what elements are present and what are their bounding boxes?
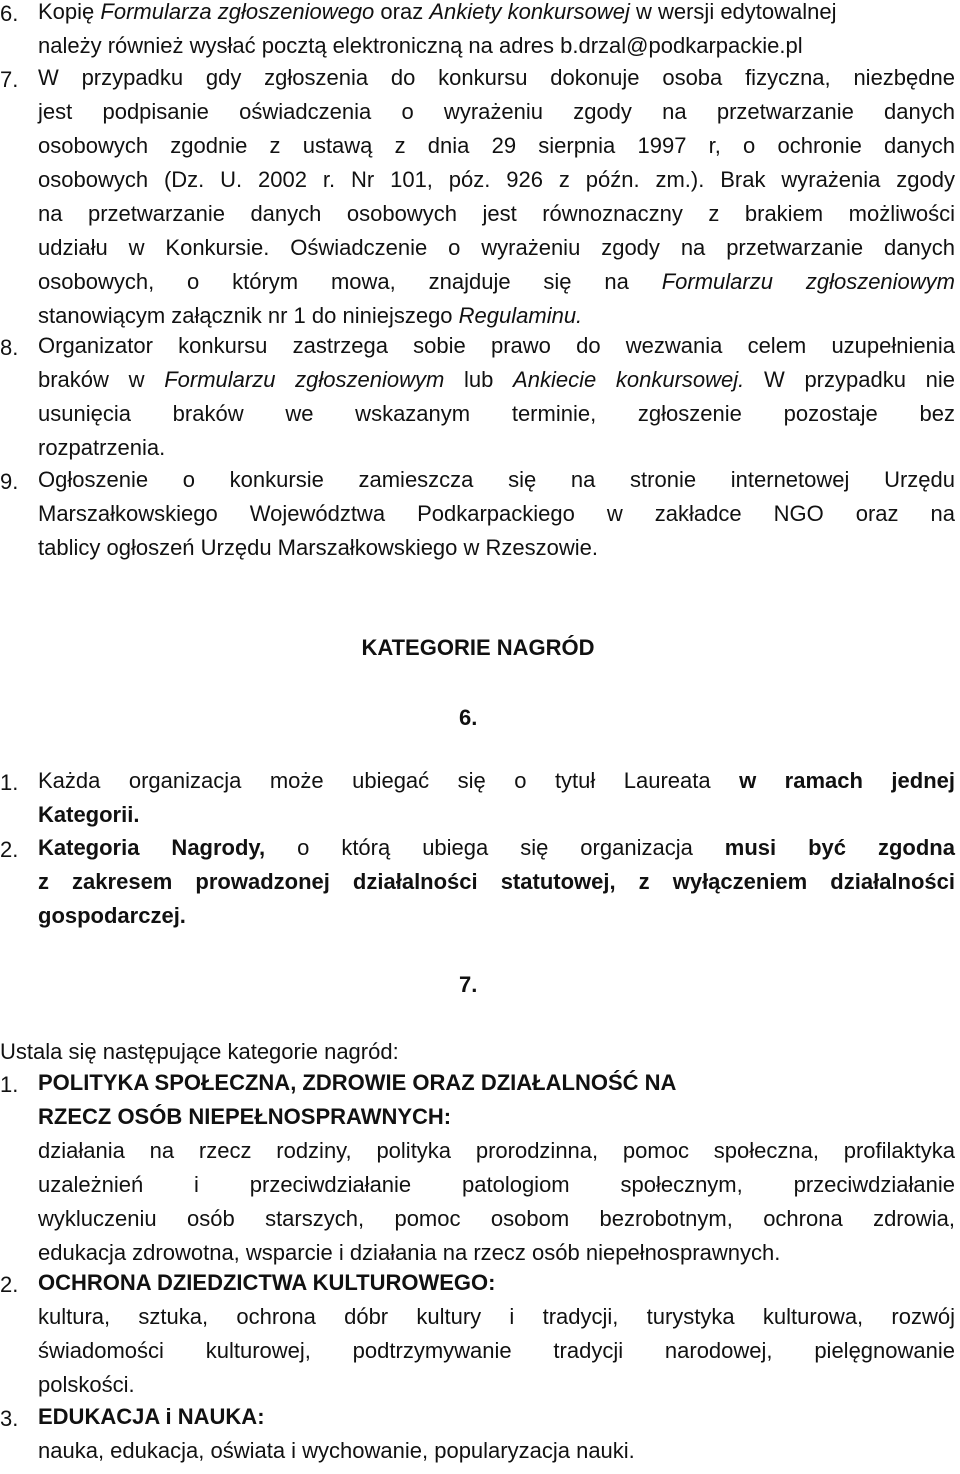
item-number: 2. — [0, 837, 19, 862]
italic-text: Ankiecie konkursowej. — [513, 367, 745, 392]
item-number: 6. — [0, 1, 19, 26]
text-line: należy również wysłać pocztą elektroniczną na adres b.drzal@podkarpackie.pl — [38, 33, 803, 58]
text-line: Organizator konkursu zastrzega sobie prawo do wezwania celem uzupełnienia — [38, 333, 955, 358]
text-line: osobowych zgodnie z ustawą z dnia 29 sierpnia 1997 r, o ochronie danych — [38, 133, 955, 158]
paragraph-marker-6: 6. — [459, 705, 478, 730]
text-line — [38, 837, 955, 871]
bold-text: Kategoria Nagrody, — [38, 835, 266, 860]
section-heading: KATEGORIE NAGRÓD — [361, 635, 595, 660]
italic-text: Formularza zgłoszeniowego — [100, 0, 375, 24]
category-description: polskości. — [38, 1372, 135, 1397]
list-item-6 — [0, 1, 955, 69]
rule-item-1 — [0, 770, 955, 838]
text-run: o którą ubiega się organizacja — [265, 835, 725, 860]
list-item-8 — [0, 335, 955, 471]
list-item-9 — [0, 469, 955, 571]
intro-text: Ustala się następujące kategorie nagród: — [0, 1039, 399, 1064]
text-line: osobowych (Dz. U. 2002 r. Nr 101, póz. 926 z późn. zm.). Brak wyrażenia zgody — [38, 167, 955, 192]
category-title: RZECZ OSÓB NIEPEŁNOSPRAWNYCH: — [38, 1104, 452, 1129]
italic-text: Regulaminu. — [458, 303, 583, 328]
text-line: udziału w Konkursie. Oświadczenie o wyrażeniu zgody na przetwarzanie danych — [38, 235, 955, 260]
text-line: W przypadku gdy zgłoszenia do konkursu dokonuje osoba fizyczna, niezbędne — [38, 65, 955, 90]
category-description: nauka, edukacja, oświata i wychowanie, popularyzacja nauki. — [38, 1438, 635, 1463]
text-line — [38, 1, 955, 35]
text-run: Każda organizacja może ubiegać się o tytuł Laureata — [38, 768, 740, 793]
item-number: 1. — [0, 1072, 19, 1097]
text-line: z zakresem prowadzonej działalności statutowej, z wyłączeniem działalności — [38, 869, 955, 894]
text-line: rozpatrzenia. — [38, 435, 166, 460]
text-line — [38, 770, 955, 804]
category-description: działania na rzecz rodziny, polityka prorodzinna, pomoc społeczna, profilaktyka — [38, 1138, 955, 1163]
category-item-1 — [0, 1072, 955, 1276]
item-number: 9. — [0, 469, 19, 494]
text-line — [38, 369, 955, 403]
category-description: kultura, sztuka, ochrona dóbr kultury i tradycji, turystyka kulturowa, rozwój — [38, 1304, 955, 1329]
category-description: edukacja zdrowotna, wsparcie i działania na rzecz osób niepełnosprawnych. — [38, 1240, 781, 1265]
text-run: Kopię — [38, 0, 101, 24]
category-title: OCHRONA DZIEDZICTWA KULTUROWEGO: — [38, 1270, 496, 1295]
text-line: gospodarczej. — [38, 903, 186, 928]
category-title: EDUKACJA i NAUKA: — [38, 1404, 265, 1429]
text-line: Kategorii. — [38, 802, 140, 827]
text-line: usunięcia braków we wskazanym terminie, zgłoszenie pozostaje bez — [38, 401, 955, 426]
bold-text: w ramach jednej — [739, 768, 955, 793]
text-line — [38, 271, 955, 305]
text-run: oraz — [374, 0, 430, 24]
item-number: 2. — [0, 1272, 19, 1297]
category-title: POLITYKA SPOŁECZNA, ZDROWIE ORAZ DZIAŁALNOŚĆ NA — [38, 1070, 677, 1095]
italic-text: Formularzu zgłoszeniowym — [661, 269, 955, 294]
text-line: tablicy ogłoszeń Urzędu Marszałkowskiego w Rzeszowie. — [38, 535, 599, 560]
item-number: 8. — [0, 335, 19, 360]
text-line: jest podpisanie oświadczenia o wyrażeniu zgody na przetwarzanie danych — [38, 99, 955, 124]
list-item-7 — [0, 67, 955, 339]
category-description: uzależnień i przeciwdziałanie patologiom społecznym, przeciwdziałanie — [38, 1172, 955, 1197]
text-line: Marszałkowskiego Województwa Podkarpackiego w zakładce NGO oraz na — [38, 501, 955, 526]
text-run: lub — [444, 367, 514, 392]
category-item-3 — [0, 1406, 955, 1474]
text-line: Ogłoszenie o konkursie zamieszcza się na stronie internetowej Urzędu — [38, 467, 955, 492]
paragraph-marker-7: 7. — [459, 972, 478, 997]
text-line: na przetwarzanie danych osobowych jest równoznaczny z brakiem możliwości — [38, 201, 955, 226]
italic-text: Formularzu zgłoszeniowym — [164, 367, 445, 392]
bold-text: musi być zgodna — [724, 835, 955, 860]
item-number: 7. — [0, 67, 19, 92]
item-number: 3. — [0, 1406, 19, 1431]
category-description: wykluczeniu osób starszych, pomoc osobom bezrobotnym, ochrona zdrowia, — [38, 1206, 955, 1231]
text-run: stanowiącym załącznik nr 1 do niniejszego — [38, 303, 459, 328]
rule-item-2 — [0, 837, 955, 939]
text-run: braków w — [38, 367, 165, 392]
text-run: osobowych, o którym mowa, znajduje się na — [38, 269, 662, 294]
category-description: świadomości kulturowej, podtrzymywanie tradycji narodowej, pielęgnowanie — [38, 1338, 955, 1363]
item-number: 1. — [0, 770, 19, 795]
italic-text: Ankiety konkursowej — [429, 0, 630, 24]
text-run: w wersji edytowalnej — [629, 0, 837, 24]
category-item-2 — [0, 1272, 955, 1408]
text-run: W przypadku nie — [744, 367, 955, 392]
